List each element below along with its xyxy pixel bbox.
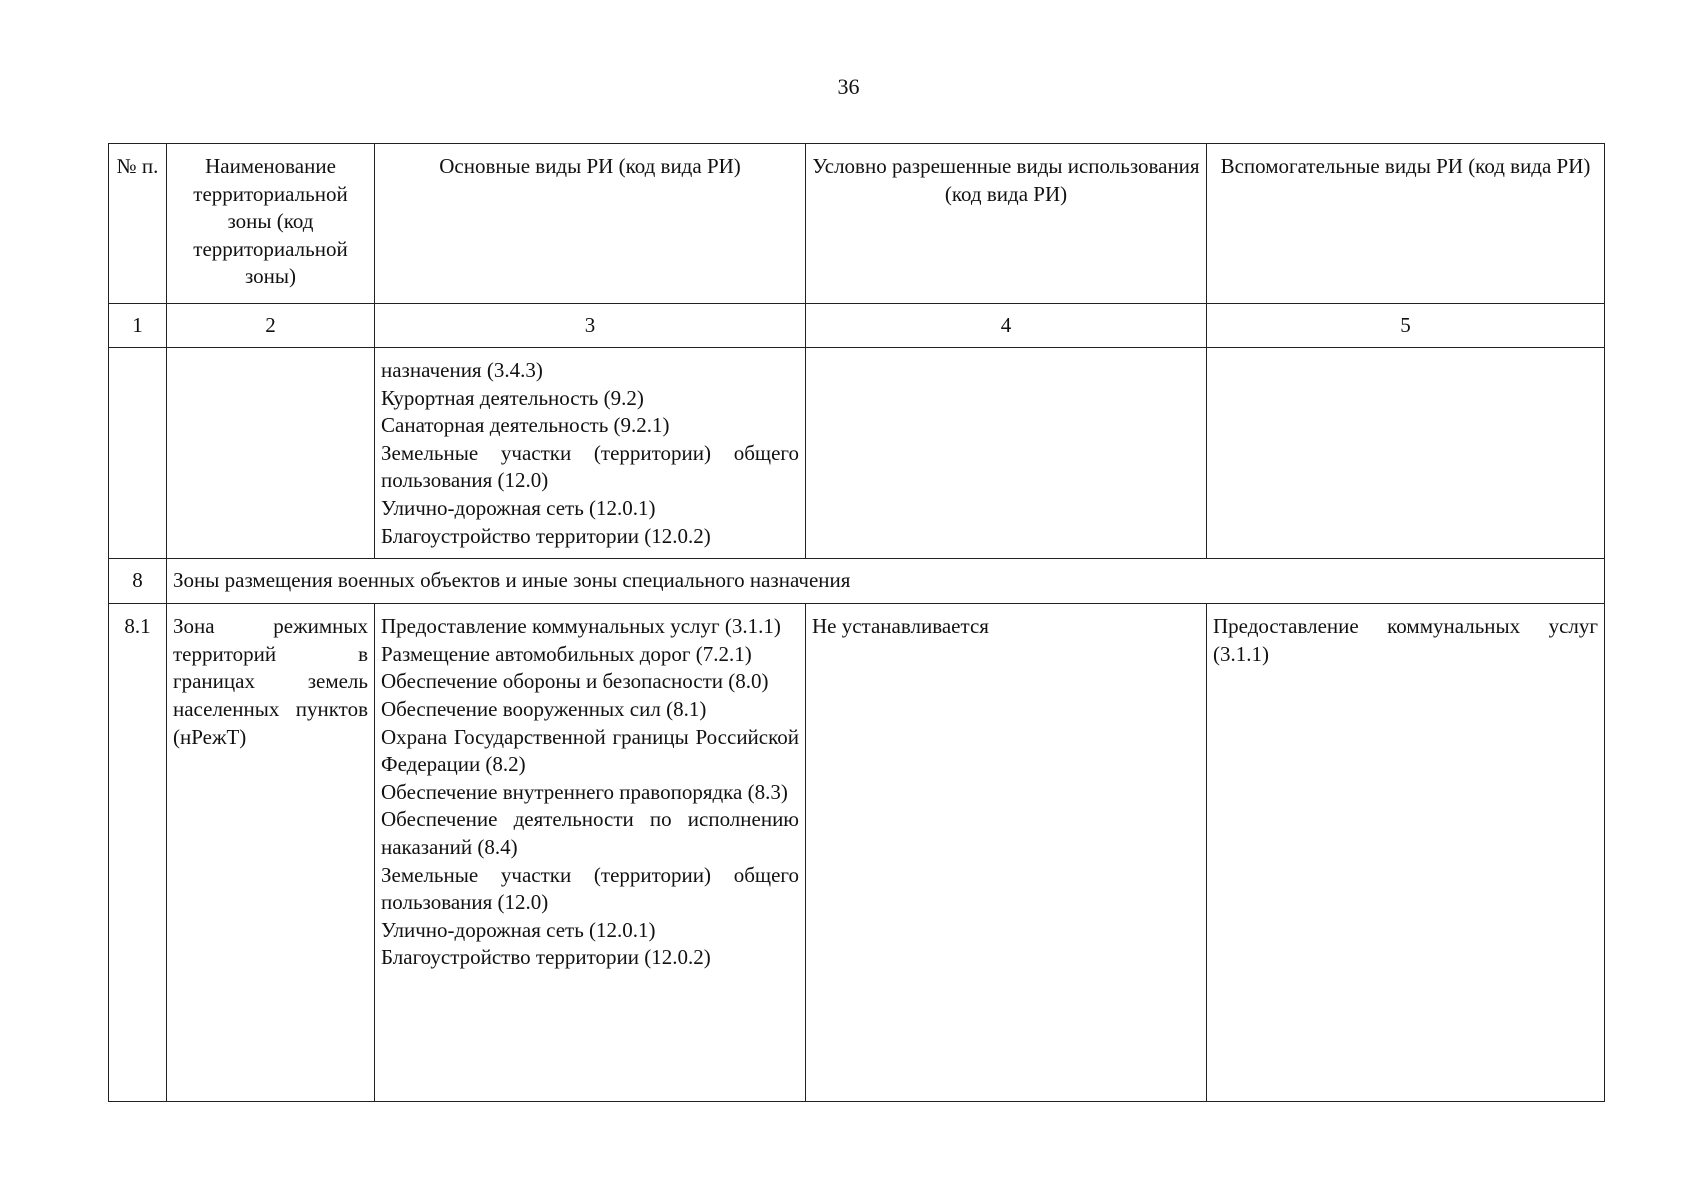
column-number-row [109,304,1605,348]
section-row [109,559,1605,604]
use-entry: Земельные участки (территории) общего пользования (12.0) [381,862,799,915]
header-cell-zone-name: Наименование территориальной зоны (код территориальной зоны) [167,144,375,304]
land-use-table [108,143,1605,1102]
header-cell-main-uses: Основные виды РИ (код вида РИ) [375,144,806,304]
use-entry: Обеспечение обороны и безопасности (8.0) [381,669,769,694]
use-entry: назначения (3.4.3) [381,358,543,382]
continuation-row [109,348,1605,559]
zone-main-uses-cell [375,604,806,1102]
header-cell-conditional-uses: Условно разрешенные виды использования (код вида РИ) [806,144,1207,304]
zone-number: 8.1 [109,604,167,1102]
use-entry: Благоустройство территории (12.0.2) [381,523,711,548]
use-entry: Обеспечение деятельности по исполнению наказаний (8.4) [381,807,799,859]
continuation-auxiliary-cell [1207,348,1605,559]
zone-auxiliary-uses: Предоставление коммунальных услуг (3.1.1) [1207,604,1605,1102]
column-number-cell: 5 [1207,304,1605,348]
header-cell-auxiliary-uses: Вспомогательные виды РИ (код вида РИ) [1207,144,1605,304]
section-title: Зоны размещения военных объектов и иные зоны специального назначения [167,559,1605,604]
use-entry: Земельные участки (территории) общего пользования (12.0) [381,440,799,493]
continuation-name-cell [167,348,375,559]
use-entry: Улично-дорожная сеть (12.0.1) [381,917,656,942]
use-entry: Предоставление коммунальных услуг (3.1.1) [381,614,781,639]
use-entry: Обеспечение внутреннего правопорядка (8.3) [381,779,788,804]
use-entry: Улично-дорожная сеть (12.0.1) [381,495,656,520]
header-row [109,144,1605,304]
column-number-cell: 3 [375,304,806,348]
section-number: 8 [109,559,167,604]
continuation-main-uses-cell [375,348,806,559]
continuation-conditional-cell [806,348,1207,559]
header-cell-number: № п. [109,144,167,304]
column-number-cell: 4 [806,304,1207,348]
continuation-num-cell [109,348,167,559]
use-entry: Благоустройство территории (12.0.2) [381,945,711,970]
zone-name: Зона режимных территорий в границах земель населенных пунктов (нРежТ) [167,604,375,1102]
page-number: 36 [837,74,860,99]
use-entry: Обеспечение вооруженных сил (8.1) [381,696,707,721]
column-number-cell: 2 [167,304,375,348]
column-number-cell: 1 [109,304,167,348]
use-entry: Размещение автомобильных дорог (7.2.1) [381,641,752,666]
use-entry: Санаторная деятельность (9.2.1) [381,413,670,438]
zone-row [109,604,1605,1102]
zone-conditional-uses: Не устанавливается [806,604,1207,1102]
use-entry: Курортная деятельность (9.2) [381,385,644,410]
use-entry: Охрана Государственной границы Российской Федерации (8.2) [381,724,799,777]
